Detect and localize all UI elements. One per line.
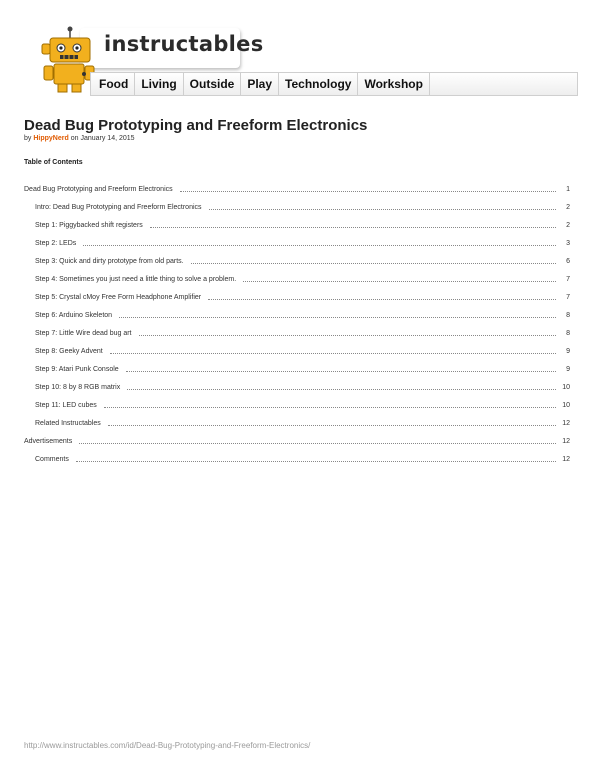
toc-entry[interactable] [24, 324, 570, 342]
byline [24, 135, 135, 142]
toc-entry-page[interactable]: 2 [566, 203, 570, 211]
toc-entry[interactable] [24, 378, 570, 396]
toc-entry-label[interactable]: Step 2: LEDs [35, 239, 77, 247]
toc-dot-leader [191, 263, 556, 264]
toc-dot-leader [83, 245, 556, 246]
toc-entry[interactable] [24, 342, 570, 360]
toc-entry[interactable] [24, 432, 570, 450]
toc-dot-leader [208, 299, 556, 300]
toc-entry-label[interactable]: Dead Bug Prototyping and Freeform Electronics [24, 185, 173, 193]
toc-entry-label[interactable]: Step 4: Sometimes you just need a little thing to solve a problem. [35, 275, 237, 283]
toc-entry[interactable] [24, 252, 570, 270]
brand-logo-text[interactable]: instructables [104, 32, 264, 56]
toc-entry[interactable] [24, 360, 570, 378]
toc-entry-page[interactable]: 12 [562, 455, 570, 463]
toc-entry-label[interactable]: Step 5: Crystal cMoy Free Form Headphone Amplifier [35, 293, 202, 301]
toc-dot-leader [79, 443, 556, 444]
toc-entry-page[interactable]: 3 [566, 239, 570, 247]
toc-entry-page[interactable]: 10 [562, 383, 570, 391]
toc-entry-label[interactable]: Step 6: Arduino Skeleton [35, 311, 113, 319]
toc-dot-leader [180, 191, 556, 192]
table-of-contents [24, 180, 570, 468]
page-title: Dead Bug Prototyping and Freeform Electronics [24, 117, 368, 134]
toc-dot-leader [110, 353, 556, 354]
toc-entry-page[interactable]: 7 [566, 275, 570, 283]
toc-entry-page[interactable]: 9 [566, 347, 570, 355]
toc-dot-leader [139, 335, 557, 336]
toc-entry-page[interactable]: 2 [566, 221, 570, 229]
toc-entry-label[interactable]: Related Instructables [35, 419, 101, 427]
toc-entry[interactable] [24, 414, 570, 432]
toc-entry[interactable] [24, 306, 570, 324]
toc-entry-page[interactable]: 12 [562, 419, 570, 427]
toc-entry-page[interactable]: 8 [566, 329, 570, 337]
toc-entry[interactable] [24, 396, 570, 414]
nav-item-outside[interactable]: Outside [184, 73, 242, 95]
toc-entry-label[interactable]: Step 1: Piggybacked shift registers [35, 221, 143, 229]
nav-item-play[interactable]: Play [241, 73, 279, 95]
nav-item-workshop[interactable]: Workshop [358, 73, 429, 95]
toc-dot-leader [243, 281, 556, 282]
toc-entry[interactable] [24, 450, 570, 468]
toc-entry-label[interactable]: Step 7: Little Wire dead bug art [35, 329, 132, 337]
toc-dot-leader [150, 227, 556, 228]
toc-dot-leader [119, 317, 556, 318]
toc-entry[interactable] [24, 234, 570, 252]
toc-entry-page[interactable]: 10 [562, 401, 570, 409]
toc-entry-label[interactable]: Step 3: Quick and dirty prototype from old parts. [35, 257, 184, 265]
logo-tab[interactable] [80, 28, 264, 68]
toc-entry-page[interactable]: 9 [566, 365, 570, 373]
author-link[interactable]: HippyNerd [33, 135, 69, 142]
toc-entry[interactable] [24, 270, 570, 288]
byline-prefix: by [24, 135, 32, 142]
nav-item-food[interactable]: Food [91, 73, 135, 95]
category-nav [90, 72, 578, 96]
publish-date: on January 14, 2015 [70, 135, 135, 142]
toc-dot-leader [126, 371, 556, 372]
toc-entry-page[interactable]: 6 [566, 257, 570, 265]
nav-item-technology[interactable]: Technology [279, 73, 358, 95]
toc-entry-label[interactable]: Step 11: LED cubes [35, 401, 97, 409]
toc-dot-leader [76, 461, 556, 462]
toc-entry[interactable] [24, 288, 570, 306]
toc-entry-page[interactable]: 1 [566, 185, 570, 193]
toc-entry-label[interactable]: Step 9: Atari Punk Console [35, 365, 119, 373]
toc-heading: Table of Contents [24, 159, 83, 166]
toc-entry-label[interactable]: Step 10: 8 by 8 RGB matrix [35, 383, 121, 391]
toc-entry-page[interactable]: 8 [566, 311, 570, 319]
toc-dot-leader [108, 425, 556, 426]
toc-entry-page[interactable]: 12 [562, 437, 570, 445]
toc-entry[interactable] [24, 180, 570, 198]
toc-entry-page[interactable]: 7 [566, 293, 570, 301]
toc-entry-label[interactable]: Advertisements [24, 437, 73, 445]
toc-entry-label[interactable]: Comments [35, 455, 69, 463]
toc-dot-leader [104, 407, 556, 408]
toc-dot-leader [127, 389, 556, 390]
toc-entry[interactable] [24, 198, 570, 216]
site-header [24, 22, 576, 97]
toc-dot-leader [209, 209, 556, 210]
toc-entry-label[interactable]: Intro: Dead Bug Prototyping and Freeform Electronics [35, 203, 202, 211]
nav-item-living[interactable]: Living [135, 73, 183, 95]
toc-entry-label[interactable]: Step 8: Geeky Advent [35, 347, 103, 355]
footer-url[interactable]: http://www.instructables.com/id/Dead-Bug-Prototyping-and-Freeform-Electronics/ [24, 741, 311, 750]
toc-entry[interactable] [24, 216, 570, 234]
